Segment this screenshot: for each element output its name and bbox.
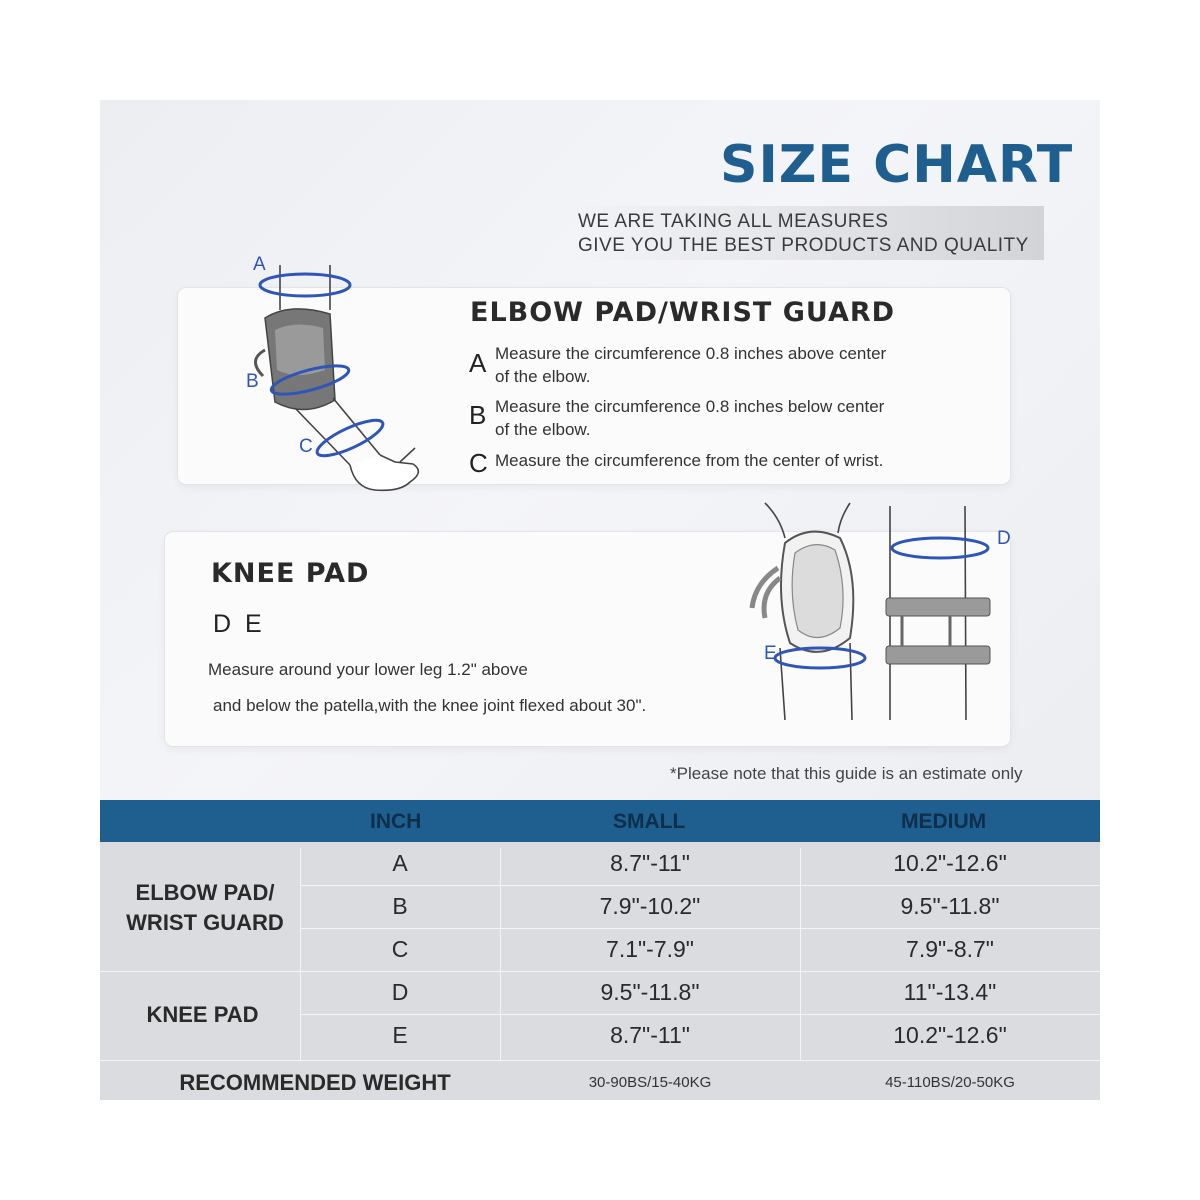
cell-size: A	[392, 850, 408, 876]
knee-text-line-1: Measure around your lower leg 1.2" above	[208, 660, 528, 679]
estimate-note: *Please note that this guide is an estimate only	[670, 764, 1023, 783]
elbow-heading: ELBOW PAD/WRIST GUARD	[470, 297, 896, 328]
item-letter-b: B	[469, 400, 487, 430]
group-knee: KNEE PAD	[146, 1002, 259, 1027]
diagram-label-b: B	[246, 371, 259, 392]
divider	[100, 1060, 1100, 1061]
cell-small: 9.5"-11.8"	[600, 979, 700, 1005]
cell-small: 7.9"-10.2"	[599, 893, 701, 919]
diagram-label-a: A	[253, 254, 266, 275]
knee-text-line-2: and below the patella,with the knee joint flexed about 30".	[213, 696, 647, 715]
cell-medium: 10.2"-12.6"	[893, 1022, 1007, 1048]
table-body	[100, 842, 1100, 1100]
divider	[100, 971, 1100, 972]
item-letter-a: A	[469, 348, 487, 378]
cell-size: B	[392, 893, 408, 919]
tagline-line-1: WE ARE TAKING ALL MEASURES	[578, 211, 889, 232]
cell-medium: 11"-13.4"	[903, 979, 997, 1005]
diagram-label-e: E	[764, 643, 777, 664]
cell-size: E	[392, 1022, 408, 1048]
header-small: SMALL	[613, 810, 686, 833]
cell-small: 8.7"-11"	[610, 850, 690, 876]
cell-medium: 7.9"-8.7"	[906, 936, 994, 962]
divider	[300, 928, 1100, 929]
cell-small: 7.1"-7.9"	[606, 936, 694, 962]
group-elbow-wrist: ELBOW PAD/ WRIST GUARD	[126, 880, 284, 935]
item-text-b: Measure the circumference 0.8 inches below center of the elbow.	[495, 397, 885, 439]
item-text-a: Measure the circumference 0.8 inches above center of the elbow.	[495, 344, 887, 386]
knee-heading: KNEE PAD	[211, 558, 370, 589]
divider	[300, 1014, 1100, 1015]
diagram-label-d: D	[997, 528, 1011, 549]
tagline-line-2: GIVE YOU THE BEST PRODUCTS AND QUALITY	[578, 235, 1029, 256]
item-text-c: Measure the circumference from the center of wrist.	[495, 451, 884, 470]
cell-medium: 10.2"-12.6"	[893, 850, 1007, 876]
weight-label: RECOMMENDED WEIGHT	[179, 1070, 451, 1095]
diagram-label-c: C	[299, 436, 313, 457]
table-header	[100, 800, 1100, 842]
cell-size: C	[391, 936, 409, 962]
knee-leg-illustration	[740, 498, 1030, 728]
header-medium: MEDIUM	[901, 810, 987, 833]
header-inch: INCH	[370, 810, 422, 833]
weight-small: 30-90BS/15-40KG	[588, 1074, 712, 1091]
item-letter-c: C	[469, 448, 488, 478]
tagline-banner	[572, 206, 1044, 260]
cell-medium: 9.5"-11.8"	[900, 893, 1000, 919]
cell-small: 8.7"-11"	[610, 1022, 690, 1048]
knee-letters: D E	[213, 610, 262, 638]
page-title: SIZE CHART	[720, 135, 1074, 195]
divider	[300, 885, 1100, 886]
weight-medium: 45-110BS/20-50KG	[885, 1074, 1015, 1091]
elbow-arm-illustration	[235, 250, 445, 515]
cell-size: D	[391, 979, 409, 1005]
